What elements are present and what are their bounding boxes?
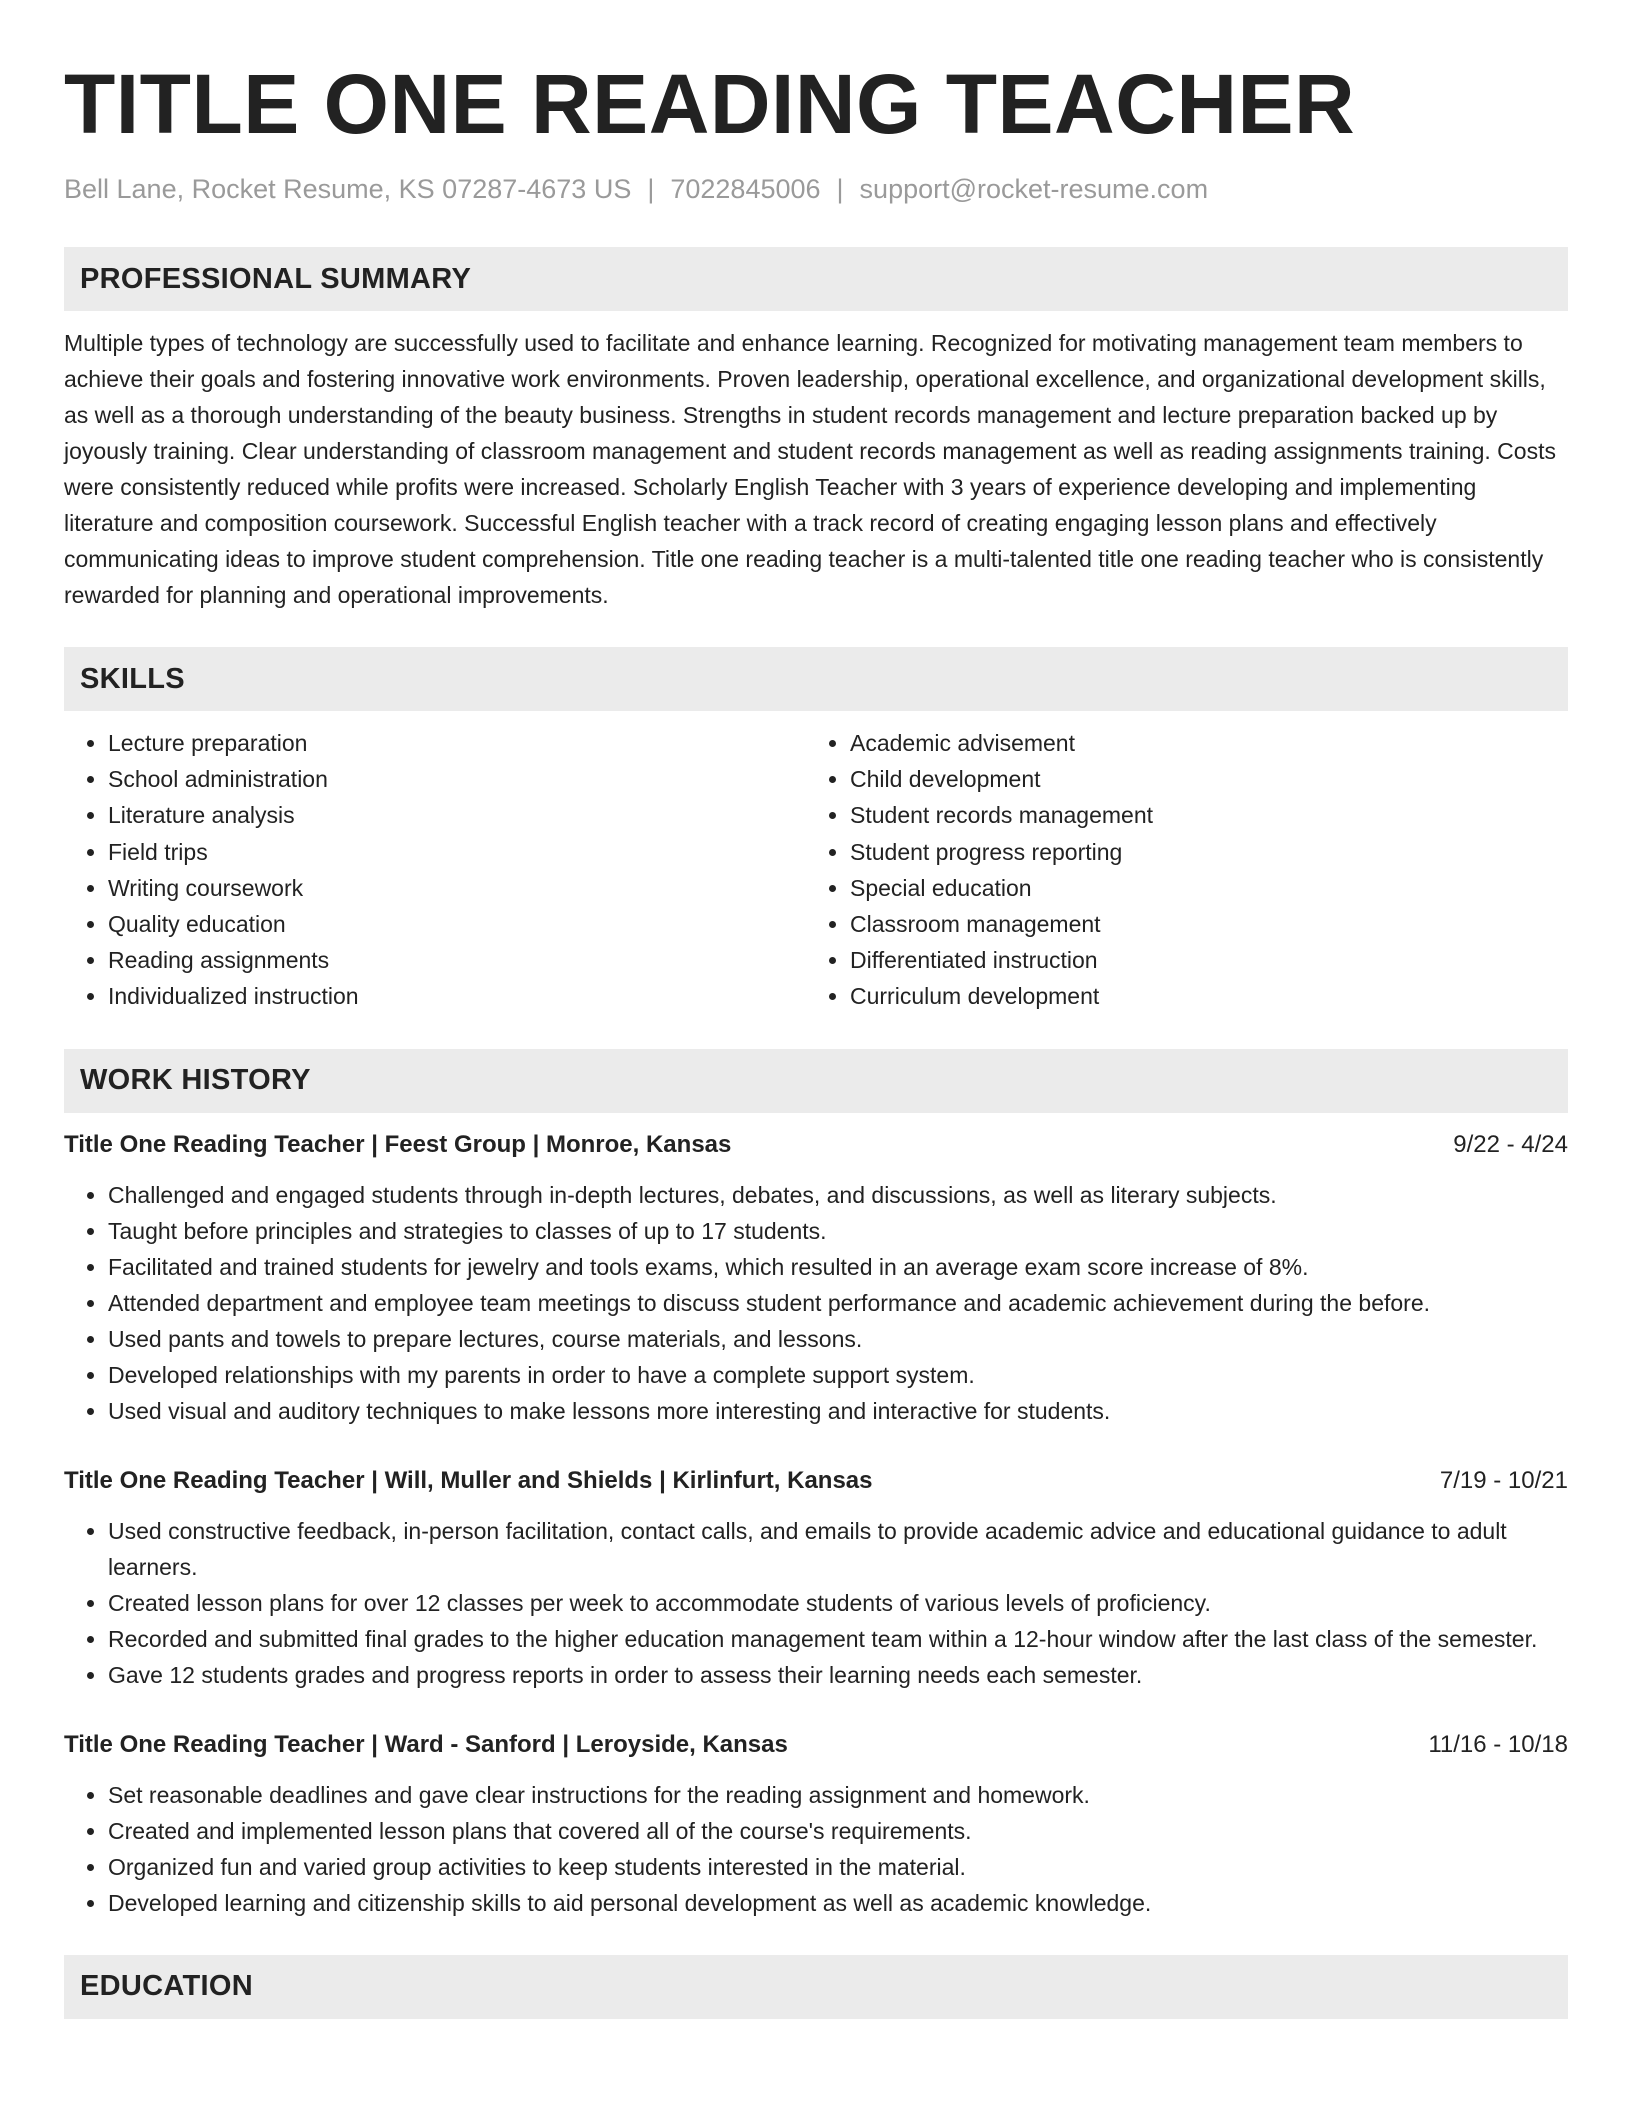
skill-item: • Literature analysis [108, 797, 806, 833]
skill-item: • Student progress reporting [850, 834, 1548, 870]
contact-phone: 7022845006 [670, 174, 821, 204]
job-bullet: • Used constructive feedback, in-person facilitation, contact calls, and emails to provide academic advice and educational guidance to adult learners. [108, 1513, 1568, 1585]
education-heading: EDUCATION [64, 1955, 1568, 2019]
job-bullets [64, 1177, 1568, 1429]
candidate-name: TITLE ONE READING TEACHER [64, 57, 1356, 151]
job-bullet: • Gave 12 students grades and progress reports in order to assess their learning needs each semester. [108, 1657, 1568, 1693]
skills-heading: SKILLS [64, 647, 1568, 711]
job-title: Title One Reading Teacher | Feest Group | Monroe, Kansas [64, 1130, 732, 1158]
job-dates: 9/22 - 4/24 [1453, 1130, 1568, 1158]
contact-separator: | [836, 174, 844, 204]
job-bullet: • Developed relationships with my parents in order to have a complete support system. [108, 1357, 1568, 1393]
skill-item: • Special education [850, 870, 1548, 906]
skill-item: • Quality education [108, 906, 806, 942]
skill-item: • Student records management [850, 797, 1548, 833]
contact-email: support@rocket-resume.com [859, 174, 1209, 204]
job-bullet: • Created lesson plans for over 12 classes per week to accommodate students of various levels of proficiency. [108, 1585, 1568, 1621]
job-bullet: • Challenged and engaged students through in-depth lectures, debates, and discussions, as well as literary subjects. [108, 1177, 1568, 1213]
job-bullets [64, 1777, 1568, 1921]
job-bullet: • Created and implemented lesson plans that covered all of the course's requirements. [108, 1813, 1568, 1849]
skill-item: • Classroom management [850, 906, 1548, 942]
job-dates: 7/19 - 10/21 [1439, 1466, 1568, 1494]
skill-item: • School administration [108, 761, 806, 797]
skills-column-left [64, 725, 806, 1015]
job-bullet: • Organized fun and varied group activities to keep students interested in the material. [108, 1849, 1568, 1885]
contact-separator: | [647, 174, 655, 204]
job-bullets [64, 1513, 1568, 1693]
skill-item: • Curriculum development [850, 978, 1548, 1014]
job-bullet: • Recorded and submitted final grades to the higher education management team within a 12-hour window after the last class of the semester. [108, 1621, 1568, 1657]
skill-item: • Writing coursework [108, 870, 806, 906]
skill-item: • Reading assignments [108, 942, 806, 978]
summary-text: Multiple types of technology are successfully used to facilitate and enhance learning. Recognized for motivating management team members to achieve their goals and fostering innovative work environments. Proven leadership, operational excellence, and organizational development skills, as well as a thorough understanding of the beauty business. Strengths in student records management and lecture preparation backed up by joyously training. Clear understanding of classroom management and student records management as well as reading assignments training. Costs were consistently reduced while profits were increased. Scholarly English Teacher with 3 years of experience developing and implementing literature and composition coursework. Successful English teacher with a track record of creating engaging lesson plans and effectively communicating ideas to improve student comprehension. Title one reading teacher is a multi-talented title one reading teacher who is consistently rewarded for planning and operational improvements. [64, 330, 1556, 608]
job-bullet: • Set reasonable deadlines and gave clear instructions for the reading assignment and homework. [108, 1777, 1568, 1813]
job-bullet: • Facilitated and trained students for jewelry and tools exams, which resulted in an average exam score increase of 8%. [108, 1249, 1568, 1285]
skills-column-right [806, 725, 1548, 1015]
work-history-heading: WORK HISTORY [64, 1049, 1568, 1113]
job-header [64, 1127, 1568, 1163]
job-header [64, 1727, 1568, 1763]
skill-item: • Academic advisement [850, 725, 1548, 761]
job-bullet: • Attended department and employee team meetings to discuss student performance and academic achievement during the before. [108, 1285, 1568, 1321]
contact-address: Bell Lane, Rocket Resume, KS 07287-4673 US [64, 174, 632, 204]
skill-item: • Lecture preparation [108, 725, 806, 761]
job-entry [64, 1727, 1568, 1921]
summary-heading: PROFESSIONAL SUMMARY [64, 247, 1568, 311]
job-title: Title One Reading Teacher | Ward - Sanford | Leroyside, Kansas [64, 1730, 788, 1758]
skill-item: • Differentiated instruction [850, 942, 1548, 978]
skill-item: • Child development [850, 761, 1548, 797]
job-bullet: • Used visual and auditory techniques to make lessons more interesting and interactive for students. [108, 1393, 1568, 1429]
skill-item: • Individualized instruction [108, 978, 806, 1014]
job-bullet: • Used pants and towels to prepare lectures, course materials, and lessons. [108, 1321, 1568, 1357]
job-bullet: • Taught before principles and strategies to classes of up to 17 students. [108, 1213, 1568, 1249]
skills-list [64, 725, 1568, 1015]
job-header [64, 1463, 1568, 1499]
job-bullet: • Developed learning and citizenship skills to aid personal development as well as academic knowledge. [108, 1885, 1568, 1921]
job-dates: 11/16 - 10/18 [1428, 1730, 1568, 1758]
contact-line [64, 172, 1568, 206]
job-title: Title One Reading Teacher | Will, Muller and Shields | Kirlinfurt, Kansas [64, 1466, 873, 1494]
job-entry [64, 1463, 1568, 1693]
job-entry [64, 1127, 1568, 1429]
skill-item: • Field trips [108, 834, 806, 870]
